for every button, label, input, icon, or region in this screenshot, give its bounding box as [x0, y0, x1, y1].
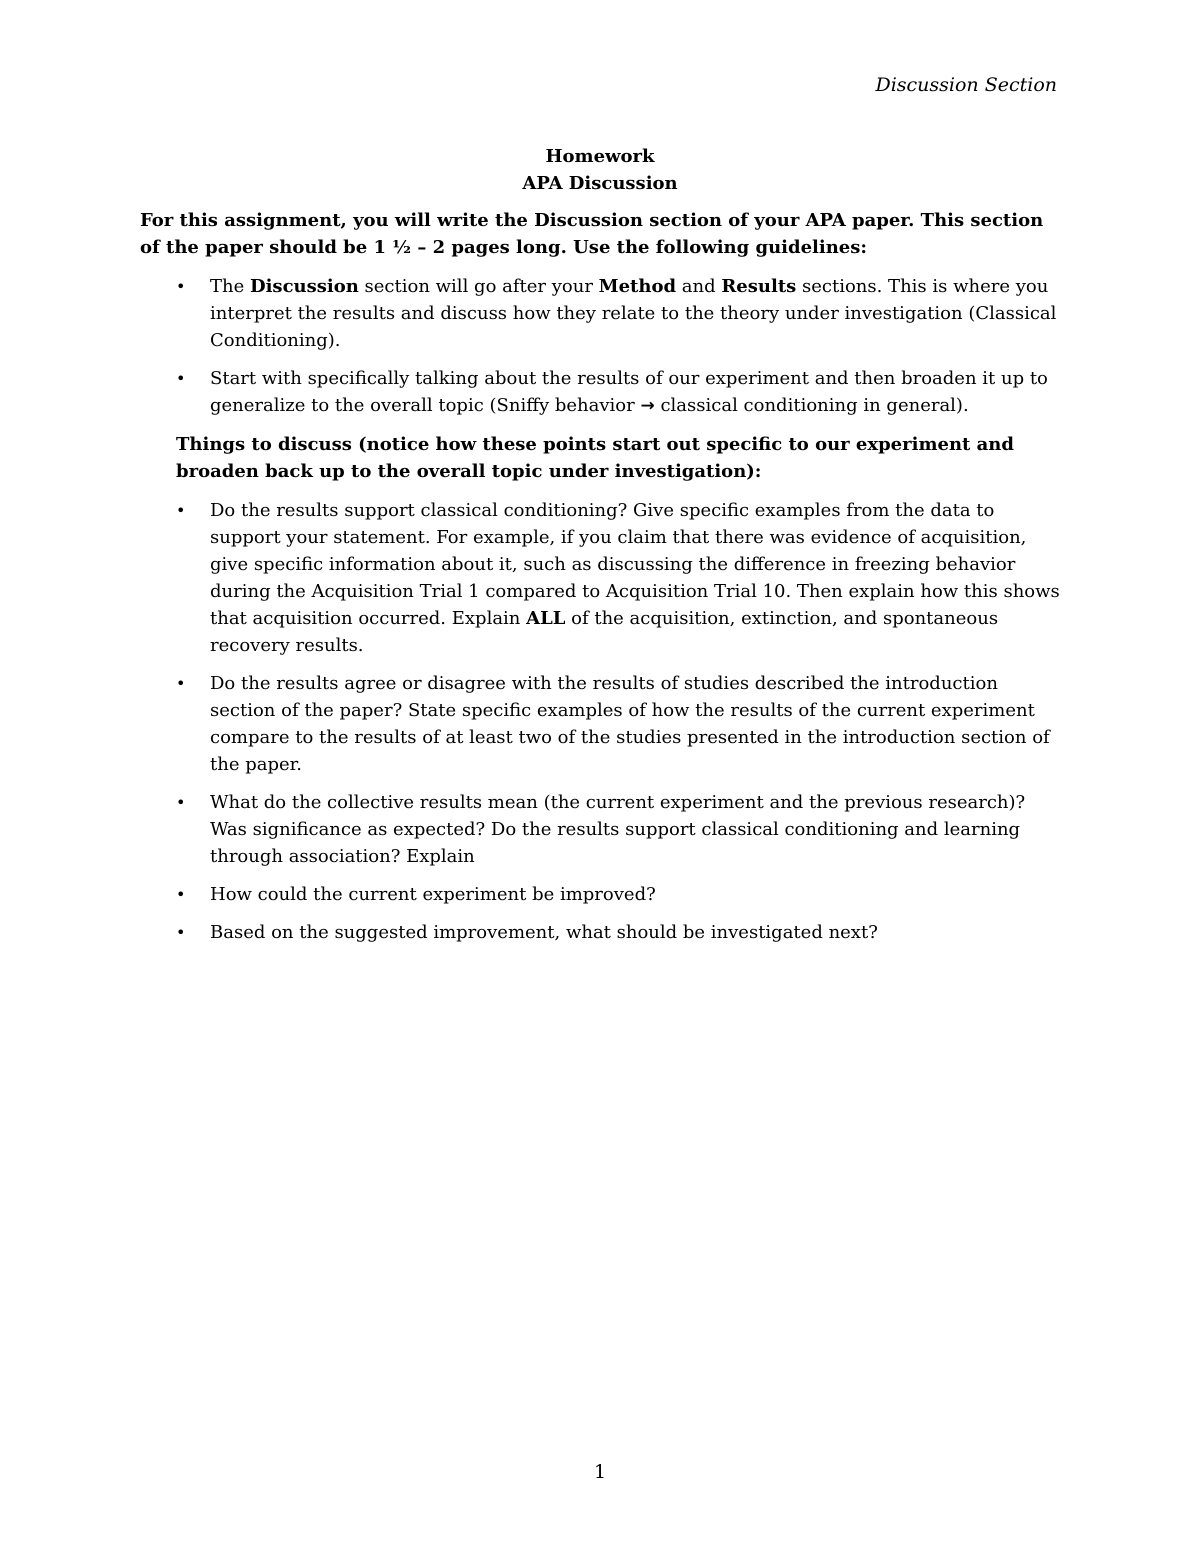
assignment-intro: For this assignment, you will write the Discussion section of your APA paper. This section of the paper should be 1 ½ – 2 pages long. Use the following guidelines: [140, 210, 1044, 258]
document-body [140, 207, 1064, 957]
bullet-icon: • [176, 674, 186, 693]
things-to-discuss-heading: Things to discuss (notice how these points start out specific to our experiment and broaden back up to the overall topic under investigation): [176, 434, 1014, 482]
list-item: • The Discussion section will go after your Method and Results sections. This is where you interpret the results and discuss how they relate to the theory under investigation (Classical Conditioning). [210, 273, 1064, 354]
list-item: • Based on the suggested improvement, what should be investigated next? [210, 919, 1064, 946]
title-apa-discussion: APA Discussion [522, 173, 678, 194]
title-block [0, 143, 1200, 197]
guidelines-list [140, 273, 1064, 420]
bullet-icon: • [176, 793, 186, 812]
list-item: • Start with specifically talking about the results of our experiment and then broaden it up to generalize to the overall topic (Sniffy behavior → classical conditioning in general). [210, 365, 1064, 420]
list-item: • How could the current experiment be improved? [210, 881, 1064, 908]
list-item: • Do the results agree or disagree with the results of studies described the introduction section of the paper? State specific examples of how the results of the current experiment compare to the results of at least two of the studies presented in the introduction section of the paper. [210, 670, 1064, 778]
bullet-icon: • [176, 923, 186, 942]
bullet-icon: • [176, 501, 186, 520]
list-item: • Do the results support classical conditioning? Give specific examples from the data to support your statement. For example, if you claim that there was evidence of acquisition, give specific information about it, such as discussing the difference in freezing behavior during the Acquisition Trial 1 compared to Acquisition Trial 10. Then explain how this shows that acquisition occurred. Explain ALL of the acquisition, extinction, and spontaneous recovery results. [210, 497, 1064, 659]
emphasis-results: Results [721, 276, 797, 297]
emphasis-all: ALL [526, 608, 566, 629]
bullet-icon: • [176, 885, 186, 904]
discussion-points-list [140, 497, 1064, 946]
arrow-right-icon: → [640, 396, 655, 416]
running-head: Discussion Section [875, 74, 1057, 96]
title-homework: Homework [545, 146, 655, 167]
page-number: 1 [593, 1461, 607, 1483]
bullet-icon: • [176, 277, 186, 296]
list-item: • What do the collective results mean (the current experiment and the previous research)? Was significance as expected? Do the results support classical conditioning and learning through association? Explain [210, 789, 1064, 870]
emphasis-discussion: Discussion [249, 276, 359, 297]
emphasis-method: Method [598, 276, 677, 297]
bullet-icon: • [176, 369, 186, 388]
